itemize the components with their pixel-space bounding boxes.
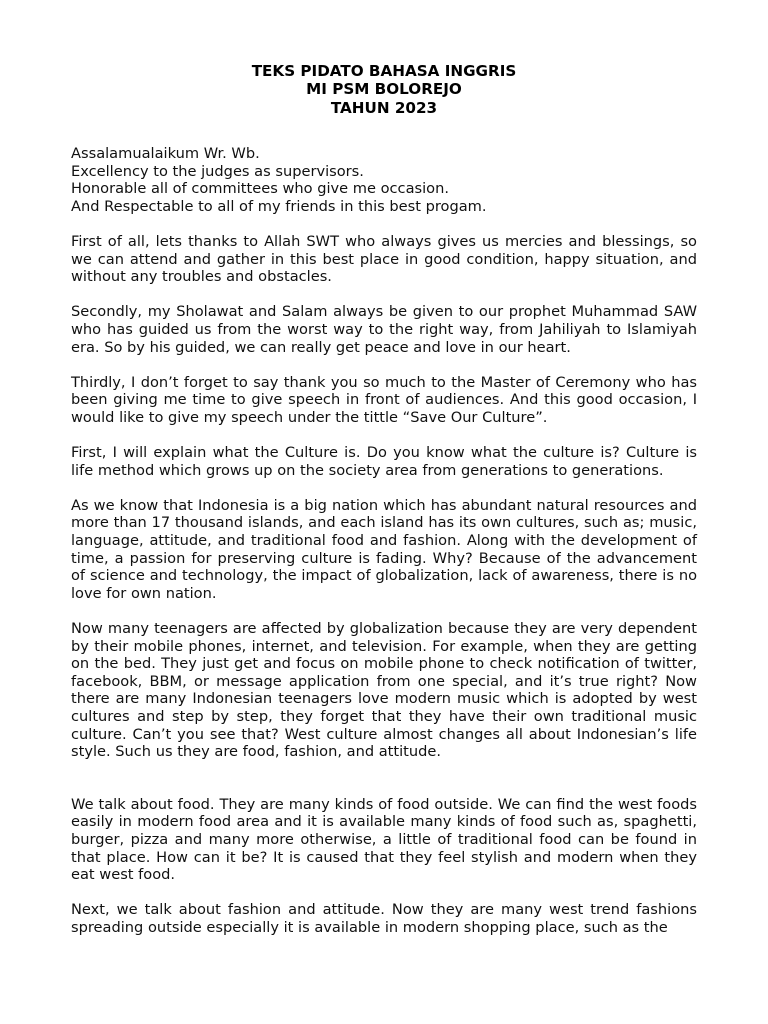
document-title	[0, 62, 768, 117]
paragraph-opening-thanks: First of all, lets thanks to Allah SWT who always gives us mercies and blessings, so we can attend and gather in this best place in good condition, happy situation, and without any troubles and obstacles.	[71, 232, 697, 286]
title-line-1: TEKS PIDATO BAHASA INGGRIS	[251, 62, 517, 80]
paragraph-sholawat: Secondly, my Sholawat and Salam always be given to our prophet Muhammad SAW who has guided us from the worst way to the right way, from Jahiliyah to Islamiyah era. So by his guided, we can really get peace and love in our heart.	[71, 303, 697, 356]
greeting-line: Excellency to the judges as supervisors.	[71, 162, 364, 180]
paragraph-fashion: Next, we talk about fashion and attitude. Now they are many west trend fashions spreading outside especially it is available in modern shopping place, such as the	[71, 901, 697, 936]
greeting-line: Honorable all of committees who give me occasion.	[71, 180, 449, 198]
paragraph-culture-definition: First, I will explain what the Culture is. Do you know what the culture is? Culture is life method which grows up on the society area from generations to generations.	[71, 444, 697, 479]
title-line-3: TAHUN 2023	[330, 98, 438, 117]
greeting-line: Assalamualaikum Wr. Wb.	[71, 145, 260, 162]
paragraph-indonesia: As we know that Indonesia is a big nation which has abundant natural resources and more than 17 thousand islands, and each island has its own cultures, such as; music, language, attitude, and traditional food and fashion. Along with the development of time, a passion for preserving culture is fading. Why? Because of the advancement of science and technology, the impact of globalization, lack of awareness, there is no love for own nation.	[71, 496, 697, 602]
greeting-line: And Respectable to all of my friends in this best progam.	[71, 197, 487, 215]
title-line-2: MI PSM BOLOREJO	[306, 80, 462, 99]
document-body	[71, 145, 697, 954]
paragraph-food: We talk about food. They are many kinds of food outside. We can find the west foods easily in modern food area and it is available many kinds of food such as, spaghetti, burger, pizza and many more otherwise, a little of traditional food can be found in that place. How can it be? It is caused that they feel stylish and modern when they eat west food.	[71, 795, 697, 884]
paragraph-teenagers: Now many teenagers are affected by globalization because they are very dependent by their mobile phones, internet, and television. For example, when they are getting on the bed. They just get and focus on mobile phone to check notification of twitter, facebook, BBM, or message application from one special, and it’s true right? Now there are many Indonesian teenagers love modern music which is adopted by west cultures and step by step, they forget that they have their own traditional music culture. Can’t you see that? West culture almost changes all about Indonesian’s life style. Such us they are food, fashion, and attitude.	[71, 620, 697, 761]
paragraph-thanks-mc: Thirdly, I don’t forget to say thank you so much to the Master of Ceremony who has been giving me time to give speech in front of audiences. And this good occasion, I would like to give my speech under the tittle “Save Our Culture”.	[71, 373, 697, 426]
greeting-block	[71, 145, 697, 215]
